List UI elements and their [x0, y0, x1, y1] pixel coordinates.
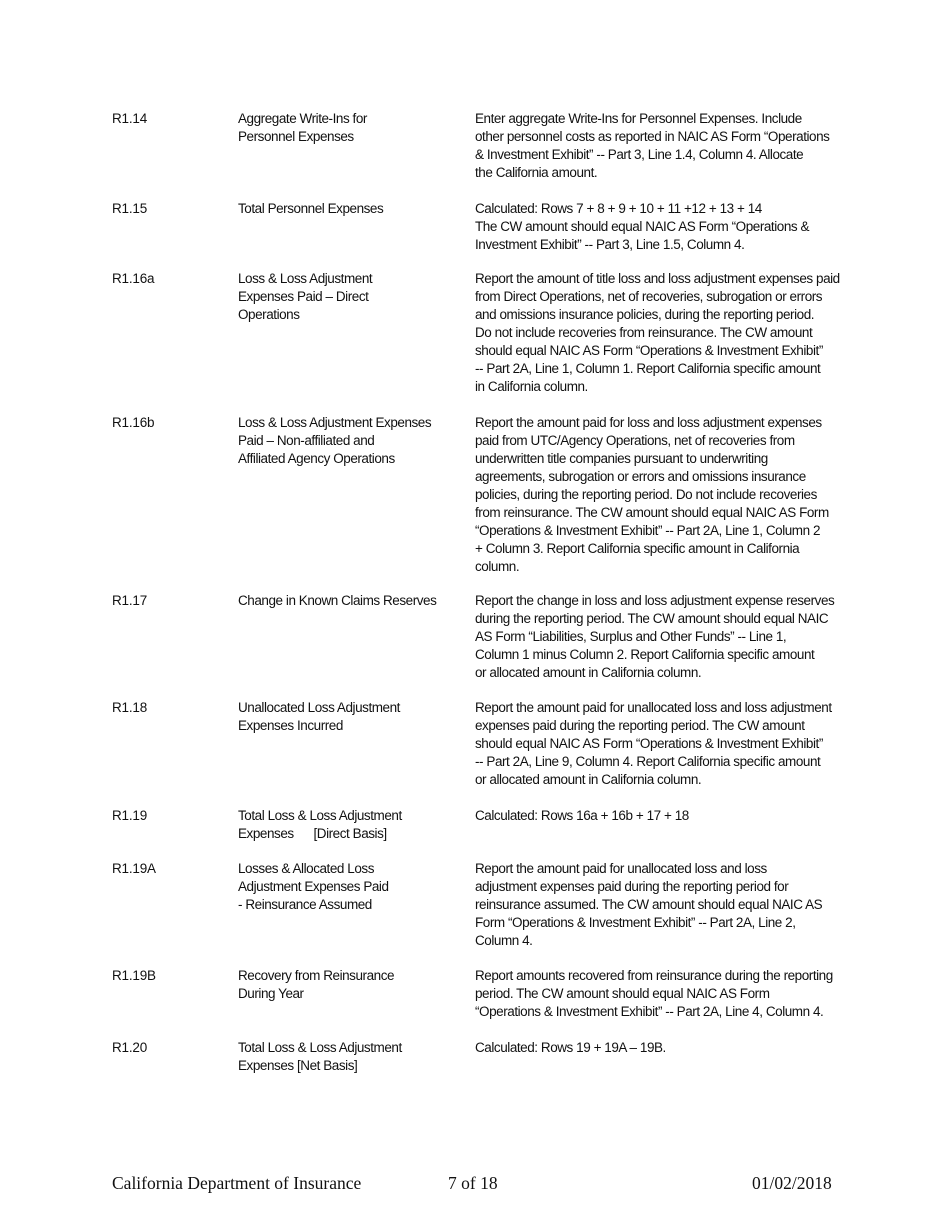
row-description: Report the change in loss and loss adjustment expense reserves during the reporting period. The CW amount should equal NAIC AS Form “Liabilities, Surplus and Other Funds” -- Line 1, Column 1 minus Column 2. Report California specific amount or allocated amount in California column.: [475, 593, 835, 680]
row-description: Report amounts recovered from reinsurance during the reporting period. The CW amount should equal NAIC AS Form “Operations & Investment Exhibit” -- Part 2A, Line 4, Column 4.: [475, 968, 833, 1019]
row-description: Calculated: Rows 16a + 16b + 17 + 18: [475, 808, 689, 823]
row-description: Calculated: Rows 19 + 19A – 19B.: [475, 1040, 666, 1055]
row-description: Report the amount paid for unallocated loss and loss adjustment expenses paid during the reporting period. The CW amount should equal NAIC AS Form “Operations & Investment Exhibit” -- Part 2A, Line 9, Column 4. Report California specific amount or allocated amount in California column.: [475, 700, 832, 787]
row-code: R1.20: [112, 1040, 148, 1055]
row-label: Loss & Loss Adjustment Expenses Paid – Direct Operations: [238, 271, 373, 322]
row-description: Report the amount of title loss and loss adjustment expenses paid from Direct Operations, net of recoveries, subrogation or errors and omissions insurance policies, during the reporting period. Do not include recoveries from reinsurance. The CW amount should equal NAIC AS Form “Operations & Investment Exhibit” -- Part 2A, Line 1, Column 1. Report California specific amount in California column.: [475, 271, 840, 394]
row-code: R1.15: [112, 201, 148, 216]
row-code: R1.19: [112, 808, 148, 823]
row-label: Total Personnel Expenses: [238, 201, 384, 216]
row-label: Aggregate Write-Ins for Personnel Expenses: [238, 111, 367, 144]
row-label: Change in Known Claims Reserves: [238, 593, 437, 608]
row-label: Total Loss & Loss Adjustment Expenses [Net Basis]: [238, 1040, 402, 1073]
row-code: R1.14: [112, 111, 148, 126]
row-code: R1.17: [112, 593, 148, 608]
row-code: R1.19B: [112, 968, 156, 983]
row-description: Report the amount paid for loss and loss adjustment expenses paid from UTC/Agency Operations, net of recoveries from underwritten title companies pursuant to underwriting agreements, subrogation or errors and omissions insurance policies, during the reporting period. Do not include recoveries from reinsurance. The CW amount should equal NAIC AS Form “Operations & Investment Exhibit” -- Part 2A, Line 1, Column 2 + Column 3. Report California specific amount in California column.: [475, 415, 829, 574]
row-label: Unallocated Loss Adjustment Expenses Incurred: [238, 700, 400, 733]
footer-page-number: 7 of 18: [448, 1173, 498, 1193]
row-label: Loss & Loss Adjustment Expenses Paid – Non-affiliated and Affiliated Agency Operations: [238, 415, 432, 466]
row-description: Report the amount paid for unallocated loss and loss adjustment expenses paid during the reporting period for reinsurance assumed. The CW amount should equal NAIC AS Form “Operations & Investment Exhibit” -- Part 2A, Line 2, Column 4.: [475, 861, 823, 948]
footer-date: 01/02/2018: [752, 1173, 832, 1193]
row-label: Losses & Allocated Loss Adjustment Expenses Paid - Reinsurance Assumed: [238, 861, 389, 912]
row-description: Enter aggregate Write-Ins for Personnel Expenses. Include other personnel costs as reported in NAIC AS Form “Operations & Investment Exhibit” -- Part 3, Line 1.4, Column 4. Allocate the California amount.: [475, 111, 830, 180]
row-code: R1.18: [112, 700, 148, 715]
row-code: R1.16b: [112, 415, 155, 430]
row-label: Recovery from Reinsurance During Year: [238, 968, 395, 1001]
row-description: Calculated: Rows 7 + 8 + 9 + 10 + 11 +12 + 13 + 14 The CW amount should equal NAIC AS Form “Operations & Investment Exhibit” -- Part 3, Line 1.5, Column 4.: [475, 201, 810, 252]
row-label: Total Loss & Loss Adjustment Expenses [Direct Basis]: [238, 808, 402, 841]
row-code: R1.19A: [112, 861, 156, 876]
row-code: R1.16a: [112, 271, 155, 286]
footer-organization: California Department of Insurance: [112, 1173, 362, 1193]
